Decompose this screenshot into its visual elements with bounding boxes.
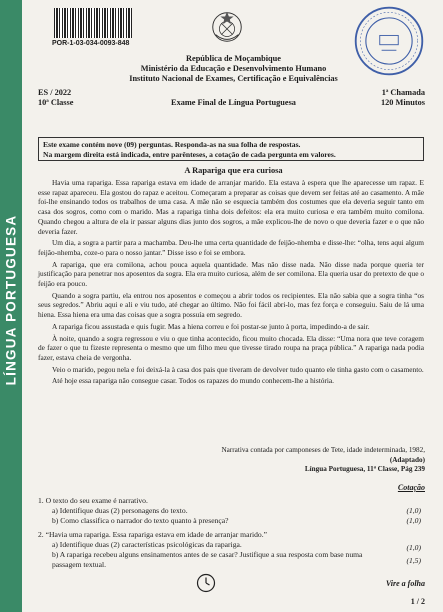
es-year: ES / 2022 <box>38 88 72 97</box>
source-line-3: Língua Portuguesa, 11ª Classe, Pág 239 <box>304 465 425 473</box>
chamada: 1ª Chamada <box>381 88 425 97</box>
subject-label: LÍNGUA PORTUGUESA <box>3 214 19 386</box>
story-paragraph: Um dia, a sogra a partir para a machamba. Deu-lhe uma certa quantidade de feijão-nhemba e disse-lhe: “olha, tens aqui algum feijão-nhemba, coze-o para o nosso jantar.” Disse isso e foi se embora. <box>38 238 424 257</box>
page-number: 1 / 2 <box>410 597 425 606</box>
instructions-box <box>38 137 424 161</box>
duration: 120 Minutos <box>380 98 425 107</box>
story-paragraph: A rapariga ficou assustada e quis fugir. Mas a hiena correu e foi postar-se junto à porta, impedindo-a de sair. <box>52 321 370 331</box>
turn-page-label: Vire a folha <box>385 579 425 588</box>
institute-line: Instituto Nacional de Exames, Certificação e Equivalências <box>129 74 338 83</box>
story-paragraph: Quando a sogra partiu, ela entrou nos aposentos e começou a abrir todos os recipientes. Ela não sabia que a sogra tinha “os seus segredos.” Abriu aqui e ali e viu tudo, até chegar ao último. Não foi fácil abri-lo, mas fez força e conseguiu. Saiu de lá uma hiena. Essa hiena era uma das coisas que a sogra possuía em segredo. <box>38 290 424 320</box>
story-paragraph: Veio o marido, pegou nela e foi deixá-la à casa dos pais que tiveram de devolver tudo quanto ele tinha gasto com o casamento. <box>52 364 424 374</box>
question-2b: b) A rapariga recebeu alguns ensinamentos antes de se casar? Justifique a sua resposta com base numa passagem textual. <box>52 550 363 569</box>
source-citation <box>221 446 425 475</box>
country-line: República de Moçambique <box>186 54 281 63</box>
question-2b-score: (1,5) <box>406 556 421 565</box>
question-1b: b) Como classifica o narrador do texto quanto à presença? <box>52 516 229 525</box>
clock-icon <box>196 573 216 593</box>
story-text <box>38 178 424 388</box>
story-title: A Rapariga que era curiosa <box>184 166 283 175</box>
question-1: 1. O texto do seu exame é narrativo. <box>38 496 148 505</box>
story-paragraph: À noite, quando a sogra regressou e viu o que tinha acontecido, ficou muito chocada. Ela disse: “Uma nora que teve coragem de fazer o que tu fizeste representa o mesmo que um filho meu que tivesse tirado roupa na praça pública.” A rapariga nada podia fazer, estava cheia de vergonha. <box>38 333 424 362</box>
grade: 10ª Classe <box>38 98 74 107</box>
question-1a-score: (1,0) <box>406 506 421 515</box>
exam-title: Exame Final de Língua Portuguesa <box>171 98 296 107</box>
question-1b-score: (1,0) <box>406 516 421 525</box>
story-paragraph: Até hoje essa rapariga não consegue casar. Todos os rapazes do mundo conhecem-lhe a história. <box>52 376 334 386</box>
subject-sidebar <box>0 0 22 612</box>
question-2a: a) Identifique duas (2) características psicológicas da rapariga. <box>52 540 242 549</box>
question-2: 2. “Havia uma rapariga. Essa rapariga estava em idade de arranjar marido.” <box>38 530 267 539</box>
notice-line-1: Este exame contém nove (09) perguntas. Responda-as na sua folha de respostas. <box>43 140 301 149</box>
question-2a-score: (1,0) <box>406 543 421 552</box>
source-line-2: (Adaptado) <box>389 455 425 464</box>
source-line-1: Narrativa contada por camponeses de Tete, idade indeterminada, 1982, <box>221 446 425 454</box>
exam-page <box>24 0 443 612</box>
coat-of-arms-icon <box>208 8 246 46</box>
story-paragraph: A rapariga, que era comilona, achou pouca aquela quantidade. Mas não disse nada. Não disse nada porque queria ter justificação para penetrar nos aposentos da sogra. Ela era muito curiosa, além de ser comilona. Ela queria usar do pretexto de que o feijão era pouco. <box>38 259 424 289</box>
barcode-icon <box>54 8 132 38</box>
notice-line-2: Na margem direita está indicada, entre parênteses, a cotação de cada pergunta em valores. <box>43 149 336 159</box>
ministry-line: Ministério da Educação e Desenvolvimento Humano <box>140 64 327 73</box>
question-1a: a) Identifique duas (2) personagens do texto. <box>52 506 188 515</box>
story-paragraph: Havia uma rapariga. Essa rapariga estava em idade de arranjar marido. Ela estava à espera que lhe aparecesse um rapaz. E esse rapaz apareceu. Ela gostou do rapaz e aceitou. Começaram a preparar as coisas que devem ser feitas até ao casamento. A mãe foi-lhe ensinando todos os trabalhos de uma casa. A mãe não se esquecia também dos costumes que ela deveria seguir tanto em casa dos sogros, como com o marido. Mas a rapariga tinha dois defeitos: ela era muito curiosa e era também muito comilona. Quando chegou a altura de ela ir passar alguns dias junto dos sogros, a mãe explicou-lhe de novo o que deveria fazer e o que não deveria fazer. <box>38 178 424 236</box>
cotacao-label: Cotação <box>397 483 425 492</box>
barcode-id: POR-1-03-034-0093-848 <box>52 40 130 47</box>
